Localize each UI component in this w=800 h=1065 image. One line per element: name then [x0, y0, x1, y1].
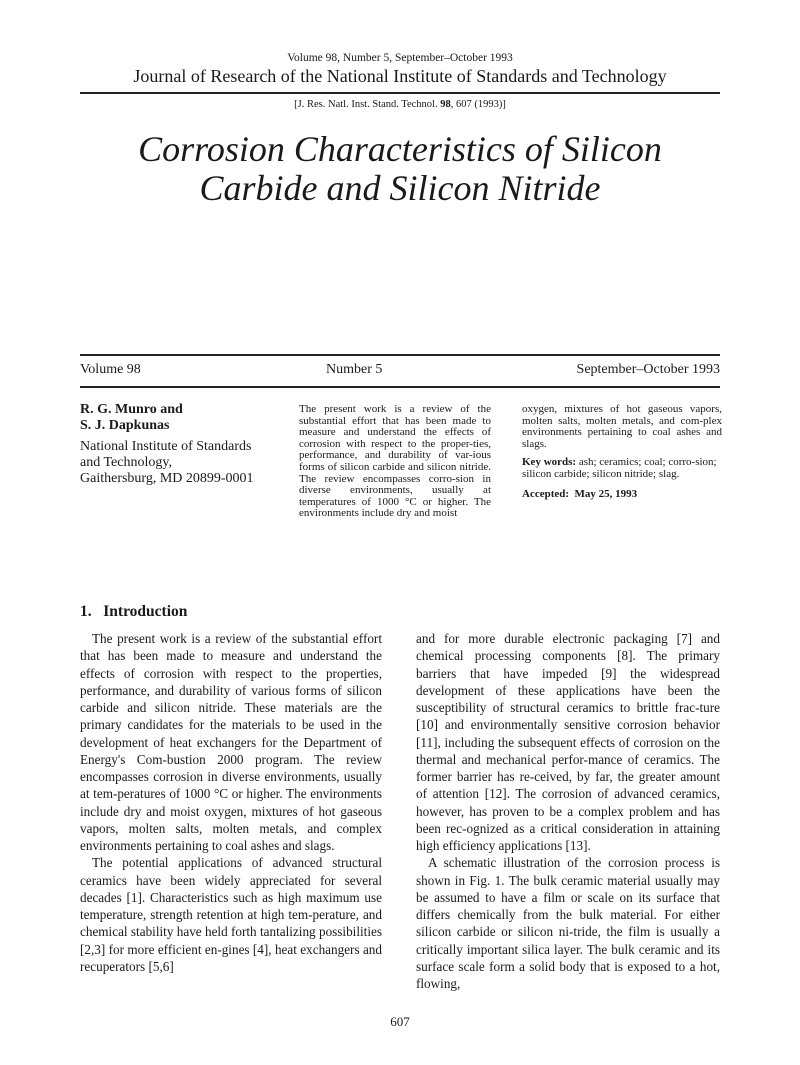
citation-prefix: [J. Res. Natl. Inst. Stand. Technol.	[294, 99, 441, 110]
section-title: Introduction	[103, 603, 188, 620]
accepted-date: May 25, 1993	[574, 487, 638, 500]
journal-name: Journal of Research of the National Institute of Standards and Technology	[133, 66, 667, 86]
citation-volume: 98	[440, 99, 451, 110]
issue-line: Volume 98, Number 5, September–October 1993	[287, 52, 513, 64]
issue-date: September–October 1993	[576, 362, 720, 377]
body-column-left	[80, 630, 382, 975]
title-line-2: Carbide and Silicon Nitride	[199, 168, 601, 208]
affiliation-line: and Technology,	[80, 455, 172, 470]
page-number: 607	[390, 1014, 410, 1029]
citation-suffix: , 607 (1993)]	[450, 99, 506, 110]
issue-volume: Volume 98	[80, 362, 141, 377]
abstract-column-2	[522, 404, 722, 500]
keywords	[522, 457, 722, 480]
body-paragraph: A schematic illustration of the corrosion process is shown in Fig. 1. The bulk ceramic material usually may be assumed to have a film or scale on its surface that differs chemically from the bulk material. For either silicon carbide or silicon ni-tride, the film is usually a critically important silica layer. The bulk ceramic and its surface scale form a solid body that is exposed to a hot, flowing,	[416, 855, 720, 991]
issue-bar-top-rule	[80, 354, 720, 356]
section-number: 1.	[80, 603, 92, 620]
article-title	[0, 130, 800, 208]
keywords-label: Key words:	[522, 456, 577, 469]
affiliation-line: National Institute of Standards	[80, 439, 252, 454]
issue-number: Number 5	[326, 362, 383, 377]
keywords-list: ash; ceramics; coal; corro-sion; silicon carbide; silicon nitride; slag.	[522, 456, 717, 480]
body-paragraph: The potential applications of advanced structural ceramics have been widely appreciated for several decades [1]. Characteristics such as high maximum use temperature, strength retention at high tem-perature, and chemical stability have held forth tantalizing possibilities [2,3] for more efficient en-gines [4], heat exchangers and recuperators [5,6]	[80, 855, 382, 974]
citation-line	[0, 99, 800, 110]
author-name: S. J. Dapkunas	[80, 418, 170, 433]
author-names	[80, 402, 280, 434]
masthead-rule	[80, 92, 720, 94]
affiliation-line: Gaithersburg, MD 20899-0001	[80, 471, 254, 486]
body-paragraph: The present work is a review of the substantial effort that has been made to measure and understand the effects of corrosion with respect to the properties, performance, and durability of various forms of silicon carbide and silicon nitride. These materials are the primary candidates for the materials to be used in the development of heat exchangers for the Department of Energy's Com-bustion 2000 program. The review encompasses corrosion in diverse environments, usually at tem-peratures of 1000 °C or higher. The environments include dry and moist oxygen, mixtures of hot gaseous vapors, molten salts, molten metals, and complex environments pertaining to coal ashes and slags.	[80, 631, 382, 853]
body-paragraph: and for more durable electronic packaging [7] and chemical processing components [8]. The primary barriers that have impeded [9] the widespread development of these applications have been the susceptibility of structural ceramics to brittle frac-ture [10] and environmentally sensitive corrosion behavior [11], including the subsequent effects of corrosion on the thermal and mechanical perfor-mance of ceramics. The former barrier has re-ceived, by far, the greater amount of attention [12]. The corrosion of advanced ceramics, however, has proven to be a complex problem and has been rec-ognized as a critical consideration in attaining high efficiency applications [13].	[416, 631, 720, 853]
accepted	[522, 489, 722, 501]
title-line-1: Corrosion Characteristics of Silicon	[138, 129, 662, 169]
abstract-text: The present work is a review of the substantial effort that has been made to measure and understand the effects of corrosion with respect to the proper-ties, performance, and durability of var-ious forms of silicon carbide and silicon nitride. The review encompasses corro-sion in diverse environments, usually at temperatures of 1000 °C or higher. The environments include dry and moist	[299, 403, 491, 520]
abstract-text-continued: oxygen, mixtures of hot gaseous vapors, molten salts, molten metals, and com-plex environments pertaining to coal ashes and slags.	[522, 403, 722, 450]
body-column-right	[416, 630, 720, 992]
author-name: R. G. Munro and	[80, 402, 183, 417]
abstract-column-1	[299, 404, 491, 520]
author-affiliation	[80, 439, 280, 487]
issue-bar-bottom-rule	[80, 386, 720, 388]
section-heading	[80, 603, 187, 621]
accepted-label: Accepted:	[522, 487, 570, 500]
